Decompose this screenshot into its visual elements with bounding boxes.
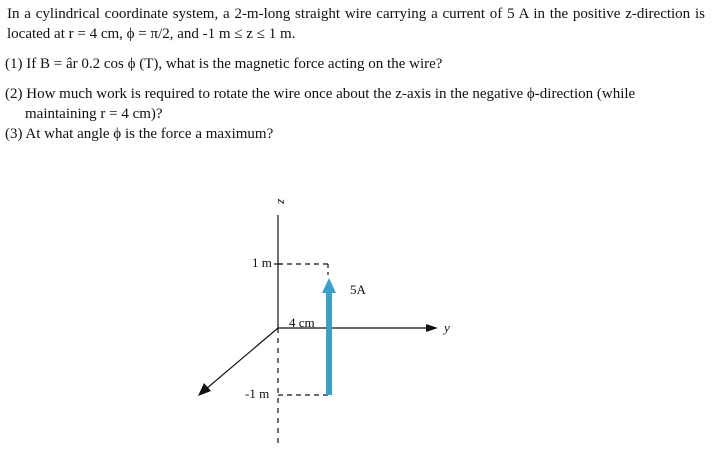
question-2 xyxy=(5,84,705,124)
z-axis-label: z xyxy=(275,199,290,205)
problem-statement xyxy=(5,4,705,144)
question-2-line-2: maintaining r = 4 cm)? xyxy=(25,106,163,122)
bottom-z-label: -1 m xyxy=(245,386,270,401)
wire-diagram xyxy=(190,185,490,449)
x-axis xyxy=(206,328,278,389)
diagram-svg xyxy=(190,185,490,449)
current-arrowhead xyxy=(322,278,336,293)
x-axis-arrowhead xyxy=(198,383,211,396)
top-z-label: 1 m xyxy=(252,255,272,270)
y-axis-label: y xyxy=(444,320,450,335)
problem-intro xyxy=(5,4,705,44)
intro-text: In a cylindrical coordinate system, a 2-m-long straight wire carrying a current of 5 A in the positive z-direction is located at r = 4 cm, ϕ = π/2, and -1 m ≤ z ≤ 1 m. xyxy=(7,6,705,42)
question-2-line-1: (2) How much work is required to rotate the wire once about the z-axis in the negative ϕ-direction (while xyxy=(5,86,636,102)
question-1 xyxy=(5,54,705,74)
wire xyxy=(326,291,332,395)
question-3-text: (3) At what angle ϕ is the force a maximum? xyxy=(5,126,274,142)
y-axis-arrowhead xyxy=(426,324,438,332)
question-3 xyxy=(5,124,705,144)
current-label: 5A xyxy=(350,282,366,297)
question-1-text: (1) If B = âr 0.2 cos ϕ (T), what is the magnetic force acting on the wire? xyxy=(5,56,443,72)
radius-label: 4 cm xyxy=(289,315,315,330)
